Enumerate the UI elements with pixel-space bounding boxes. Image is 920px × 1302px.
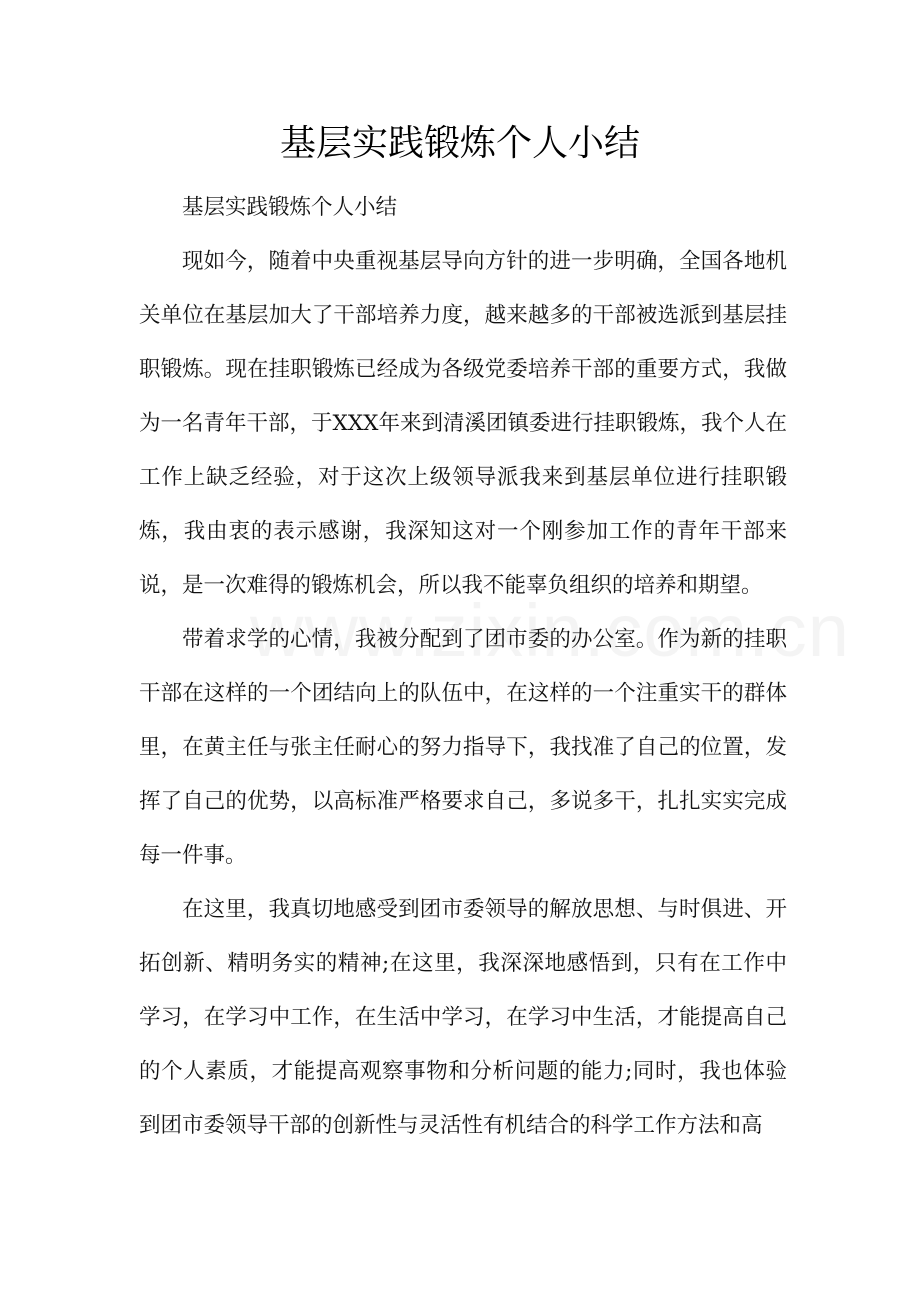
paragraph: 现如今，随着中央重视基层导向方针的进一步明确，全国各地机关单位在基层加大了干部培养力度，越来越多的干部被选派到基层挂职锻炼。现在挂职锻炼已经成为各级党委培养干部的重要方式，我做为一名青年干部，于XXX年来到清溪团镇委进行挂职锻炼，我个人在工作上缺乏经验，对于这次上级领导派我来到基层单位进行挂职锻炼，我由衷的表示感谢，我深知这对一个刚参加工作的青年干部来说，是一次难得的锻炼机会，所以我不能辜负组织的培养和期望。 <box>139 249 787 598</box>
document-title: 基层实践锻炼个人小结 <box>279 123 640 164</box>
document-body <box>139 181 787 1153</box>
paragraph: 带着求学的心情，我被分配到了团市委的办公室。作为新的挂职干部在这样的一个团结向上的队伍中，在这样的一个注重实干的群体里，在黄主任与张主任耐心的努力指导下，我找准了自己的位置，发挥了自己的优势，以高标准严格要求自己，多说多干，扎扎实实完成每一件事。 <box>139 627 787 868</box>
paragraph-subtitle: 基层实践锻炼个人小结 <box>182 195 398 220</box>
paragraph: 在这里，我真切地感受到团市委领导的解放思想、与时俱进、开拓创新、精明务实的精神;在这里，我深深地感悟到，只有在工作中学习，在学习中工作，在生活中学习，在学习中生活，才能提高自己的个人素质，才能提高观察事物和分析问题的能力;同时，我也体验到团市委领导干部的创新性与灵活性有机结合的科学工作方法和高 <box>139 897 787 1138</box>
